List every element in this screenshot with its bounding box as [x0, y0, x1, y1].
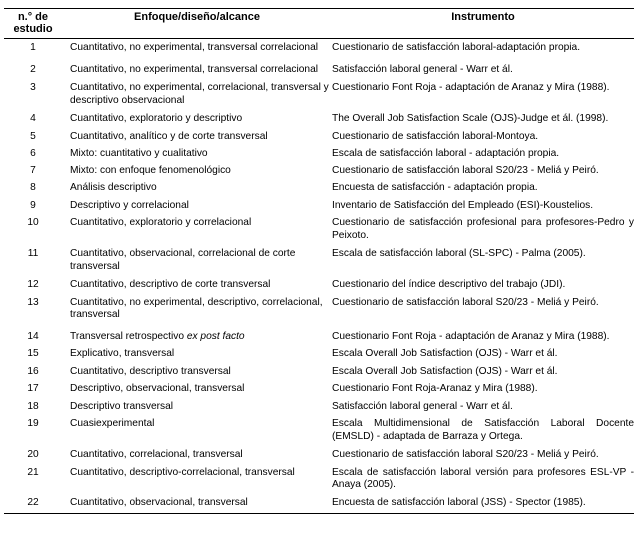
cell-approach: Cuasiexperimental — [70, 418, 155, 429]
cell-instrument: Encuesta de satisfacción - adaptación propia. — [332, 182, 538, 193]
cell-instrument: Encuesta de satisfacción laboral (JSS) - Spector (1985). — [332, 492, 634, 514]
cell-approach: Cuantitativo, observacional, transversal — [62, 492, 332, 514]
cell-approach — [62, 322, 332, 344]
cell-instrument: Cuestionario de satisfacción laboral S20/23 - Meliá y Peiró. — [332, 164, 599, 176]
cell-approach: Cuantitativo, correlacional, transversal — [70, 449, 243, 460]
table-row — [4, 242, 634, 273]
table-row — [4, 413, 634, 443]
cell-instrument: Escala Overall Job Satisfaction (OJS) - Warr et ál. — [332, 348, 558, 359]
table-row — [4, 126, 634, 144]
cell-instrument: Cuestionario de satisfacción laboral S20/23 - Meliá y Peiró. — [332, 449, 599, 460]
cell-instrument: The Overall Job Satisfaction Scale (OJS)-Judge et ál. (1998). — [332, 113, 609, 124]
cell-study-number: 3 — [30, 82, 36, 93]
table-row — [4, 292, 634, 322]
cell-approach: Cuantitativo, no experimental, transversal correlacional — [70, 63, 319, 75]
header-num-line1: n.° de — [17, 11, 49, 23]
table-row — [4, 195, 634, 213]
table-row — [4, 177, 634, 195]
cell-approach: Cuantitativo, analítico y de corte transversal — [70, 130, 268, 142]
table-row — [4, 396, 634, 414]
cell-study-number: 10 — [27, 217, 39, 228]
table-row — [4, 361, 634, 379]
approach-italic-text: ex post facto — [186, 330, 245, 342]
cell-study-number: 17 — [27, 383, 39, 394]
table-row — [4, 443, 634, 462]
table-row — [4, 107, 634, 126]
cell-study-number: 1 — [30, 42, 36, 53]
cell-instrument: Cuestionario de satisfacción laboral-Montoya. — [332, 130, 539, 142]
cell-study-number: 13 — [27, 296, 39, 308]
cell-study-number: 15 — [27, 348, 39, 359]
cell-study-number: 9 — [30, 199, 36, 211]
cell-approach: Cuantitativo, observacional, correlacional de corte transversal — [70, 248, 296, 272]
table-header-row — [4, 9, 634, 39]
table-row — [4, 462, 634, 492]
cell-instrument: Inventario de Satisfacción del Empleado (ESI)-Koustelios. — [332, 199, 594, 211]
cell-approach: Explicativo, transversal — [70, 348, 175, 359]
table-row — [4, 322, 634, 344]
cell-instrument: Satisfacción laboral general - Warr et ál. — [332, 400, 513, 412]
cell-study-number: 6 — [30, 148, 36, 159]
cell-study-number: 14 — [27, 330, 39, 342]
cell-instrument: Cuestionario de satisfacción laboral-adaptación propia. — [332, 42, 581, 53]
header-study-number — [4, 9, 62, 39]
table-row — [4, 212, 634, 242]
cell-instrument: Cuestionario del índice descriptivo del trabajo (JDI). — [332, 279, 566, 290]
cell-instrument: Escala Multidimensional de Satisfacción Laboral Docente (EMSLD) - adaptada de Barraza y Ortega. — [332, 418, 634, 442]
cell-instrument: Cuestionario Font Roja - adaptación de Aranaz y Mira (1988). — [332, 330, 610, 342]
cell-approach: Descriptivo y correlacional — [70, 199, 189, 211]
cell-approach: Cuantitativo, descriptivo de corte transversal — [70, 279, 271, 290]
table-row — [4, 76, 634, 107]
cell-study-number: 19 — [27, 418, 39, 429]
studies-table — [4, 8, 634, 514]
table-row — [4, 343, 634, 361]
cell-approach: Mixto: con enfoque fenomenológico — [70, 164, 231, 176]
cell-study-number: 18 — [27, 400, 39, 412]
table-row — [4, 273, 634, 292]
cell-approach: Cuantitativo, exploratorio y descriptivo — [70, 113, 243, 124]
table-row — [4, 492, 634, 514]
cell-study-number: 2 — [30, 63, 36, 75]
table-row — [4, 143, 634, 161]
header-instrument: Instrumento — [332, 9, 634, 39]
cell-instrument: Cuestionario de satisfacción profesional para profesores-Pedro y Peixoto. — [332, 217, 634, 241]
table-row — [4, 161, 634, 178]
cell-instrument: Escala de satisfacción laboral versión para profesores ESL-VP - Anaya (2005). — [332, 466, 634, 490]
table-row — [4, 378, 634, 396]
cell-approach: Análisis descriptivo — [70, 182, 157, 193]
cell-approach: Descriptivo transversal — [70, 400, 174, 412]
header-approach: Enfoque/diseño/alcance — [62, 9, 332, 39]
cell-approach: Mixto: cuantitativo y cualitativo — [70, 148, 208, 159]
cell-study-number: 16 — [27, 365, 39, 377]
cell-instrument: Cuestionario Font Roja - adaptación de Aranaz y Mira (1988). — [332, 82, 610, 93]
cell-study-number: 11 — [27, 248, 39, 259]
cell-instrument: Cuestionario Font Roja-Aranaz y Mira (1988). — [332, 383, 538, 394]
cell-study-number: 12 — [27, 279, 39, 290]
cell-approach: Cuantitativo, no experimental, transversal correlacional — [70, 42, 319, 53]
cell-approach: Cuantitativo, descriptivo-correlacional, transversal — [70, 466, 295, 478]
cell-approach: Cuantitativo, no experimental, correlacional, transversal y descriptivo observacional — [70, 82, 329, 106]
cell-approach: Cuantitativo, descriptivo transversal — [70, 365, 231, 377]
cell-study-number: 21 — [27, 466, 39, 478]
table-body — [4, 39, 634, 514]
cell-study-number: 7 — [30, 164, 36, 176]
table-row — [4, 39, 634, 55]
table-row — [4, 55, 634, 77]
cell-instrument: Escala Overall Job Satisfaction (OJS) - Warr et ál. — [332, 365, 558, 377]
cell-study-number: 22 — [4, 492, 62, 514]
cell-approach: Descriptivo, observacional, transversal — [70, 383, 245, 394]
cell-study-number: 20 — [27, 449, 39, 460]
cell-instrument: Escala de satisfacción laboral - adaptación propia. — [332, 148, 560, 159]
cell-approach: Cuantitativo, no experimental, descriptivo, correlacional, transversal — [70, 296, 323, 320]
approach-text: Transversal retrospectivo — [70, 330, 187, 342]
cell-study-number: 5 — [30, 130, 36, 142]
cell-instrument: Escala de satisfacción laboral (SL-SPC) - Palma (2005). — [332, 248, 586, 259]
header-num-line2: estudio — [13, 23, 53, 35]
cell-instrument: Satisfacción laboral general - Warr et ál. — [332, 63, 513, 75]
cell-study-number: 4 — [30, 113, 36, 124]
cell-study-number: 8 — [30, 182, 36, 193]
cell-instrument: Cuestionario de satisfacción laboral S20/23 - Meliá y Peiró. — [332, 296, 599, 308]
cell-approach: Cuantitativo, exploratorio y correlacional — [70, 217, 252, 228]
